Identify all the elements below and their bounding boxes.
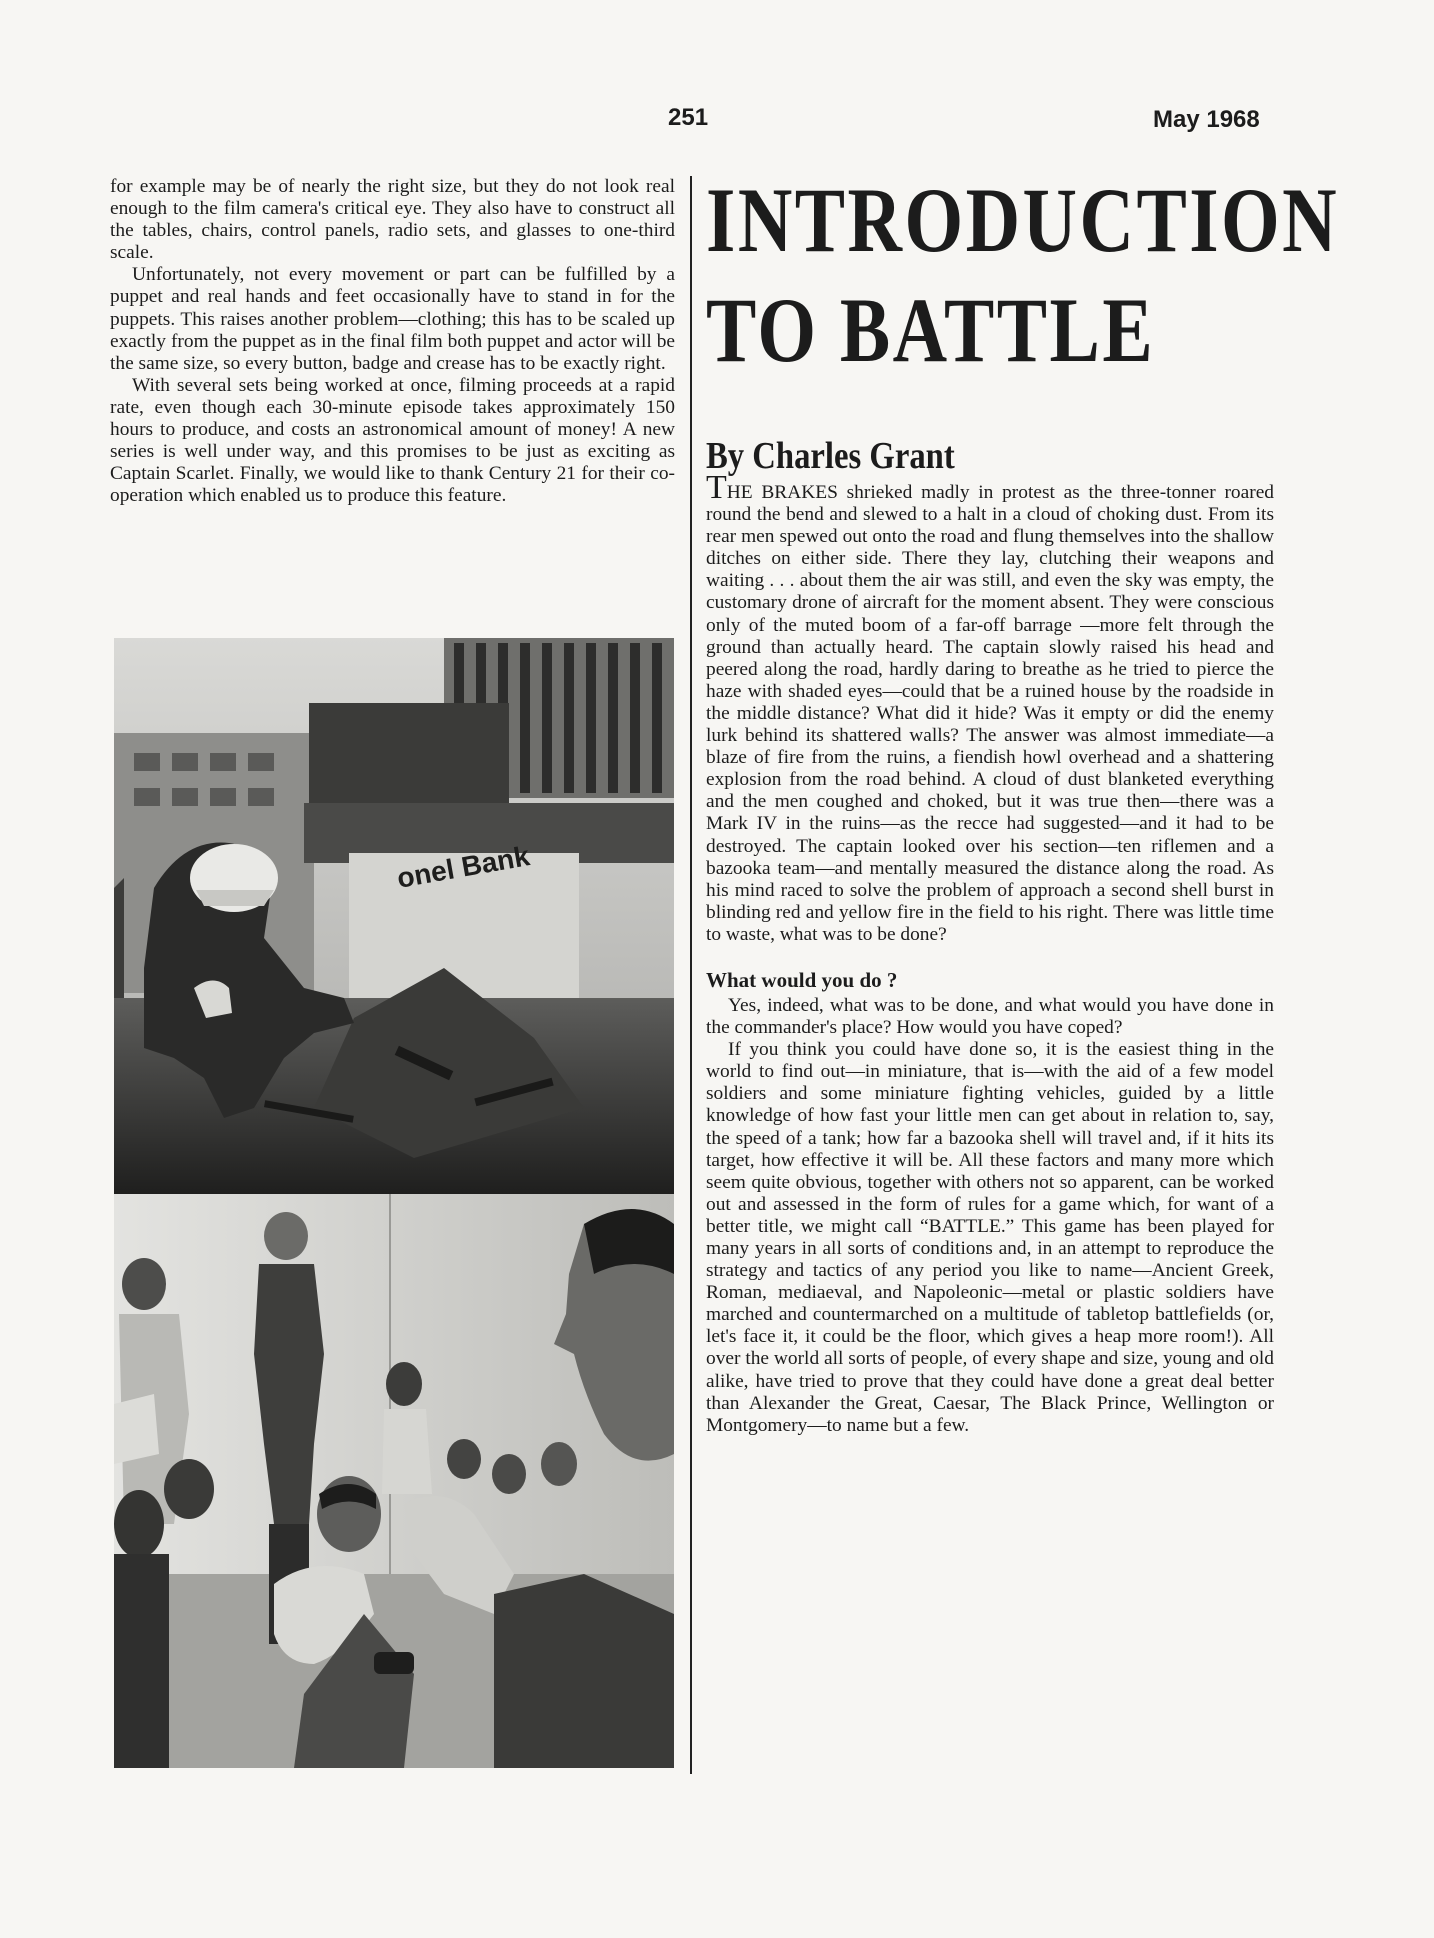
intro-paragraph bbox=[706, 469, 1274, 946]
photo-block bbox=[114, 638, 674, 1768]
paragraph-3: If you think you could have done so, it is the easiest thing in the world to find out—in miniature, that is—with the aid of a few model soldiers and some miniature fighting vehicles, guided by a little knowledge of how fast your little men can get about in relation to, say, the speed of a tank; how far a bazooka shell will travel and, if it hits its target, how effective it will be. All these factors and many more which seem quite obvious, together with others not so apparent, can be worked out and assessed in the form of rules for a game which, for want of a better title, we might call “BATTLE.” This game has been played for many years in all sorts of conditions and, in an attempt to reproduce the strategy and tactics of any period you like to name—Ancient Greek, Roman, mediaeval, and Napoleonic—metal or plastic soldiers have marched and countermarched on a multitude of tabletop battlefields (or, let's face it, it could be the floor, which gives a heap more room!). All over the world all sorts of people, of every shape and size, young and old alike, have tried to prove that they could have done a great deal better than Alexander the Great, Caesar, The Black Prince, Wellington or Montgomery—to name but a few. bbox=[706, 1039, 1274, 1436]
bank-set-photo bbox=[114, 638, 674, 1194]
left-column bbox=[110, 176, 675, 507]
article-title bbox=[706, 169, 1340, 381]
title-line-2: TO BATTLE bbox=[706, 279, 1156, 381]
article-column bbox=[706, 169, 1340, 1437]
intro-text: HE BRAKES shrieked madly in protest as the three-tonner roared round the bend and slewed to a halt in a cloud of choking dust. From its rear men spewed out onto the road and flung themselves into the shallow ditches on either side. There they lay, clutching their weapons and waiting . . . about them the air was still, and even the sky was empty, the customary drone of aircraft for the moment absent. They were conscious only of the muted boom of a far-off barrage —more felt through the ground than actually heard. The captain slowly raised his head and peered along the road, hardly daring to breathe as he tried to pierce the haze with shaded eyes—could that be a ruined house by the roadside in the middle distance? What did it hide? Was it empty or did the enemy lurk behind its shattered walls? The answer was almost immediate—a blaze of fire from the ruins, a fiendish howl overhead and a shattering explosion from the road behind. A cloud of dust blanketed everything and the men coughed and choked, but it was true then—there was a Mark IV in the ruins—as the recce had suggested—and it had to be destroyed. The captain looked over his section—ten riflemen and a bazooka team—and mentally measured the distance along the road. As his mind raced to solve the problem of approach a second shell burst in blinding red and yellow fire in the field to his right. There was little time to waste, what was to be done? bbox=[706, 482, 1274, 945]
bank-sign: onel Bank bbox=[394, 840, 532, 894]
left-paragraph-2: Unfortunately, not every movement or part can be fulfilled by a puppet and real hands and feet occasionally have to stand in for the puppets. This raises another problem—clothing; this has to be scaled up exactly from the puppet as in the final film both puppet and actor will be the same size, so every button, badge and crease has to be exactly right. bbox=[110, 264, 675, 374]
puppet-heads-photo bbox=[114, 1194, 674, 1768]
paragraph-2: Yes, indeed, what was to be done, and what would you have done in the commander's place? How would you have coped? bbox=[706, 994, 1274, 1039]
left-paragraph-1: for example may be of nearly the right size, but they do not look real enough to the film camera's critical eye. They also have to construct all the tables, chairs, control panels, radio sets, and glasses to one-third scale. bbox=[110, 176, 675, 264]
issue-date: May 1968 bbox=[1153, 106, 1260, 133]
subheading: What would you do ? bbox=[706, 967, 898, 992]
byline: By Charles Grant bbox=[706, 435, 955, 477]
column-divider bbox=[690, 176, 692, 1774]
page-number: 251 bbox=[668, 104, 709, 131]
left-paragraph-3: With several sets being worked at once, filming proceeds at a rapid rate, even though each 30-minute episode takes approximately 150 hours to produce, and costs an astronomical amount of money! A new series is well under way, and this promises to be just as exciting as Captain Scarlet. Finally, we would like to thank Century 21 for their co-operation which enabled us to produce this feature. bbox=[110, 374, 675, 507]
dropcap: T bbox=[706, 469, 727, 506]
title-line-1: INTRODUCTION bbox=[706, 169, 1340, 271]
